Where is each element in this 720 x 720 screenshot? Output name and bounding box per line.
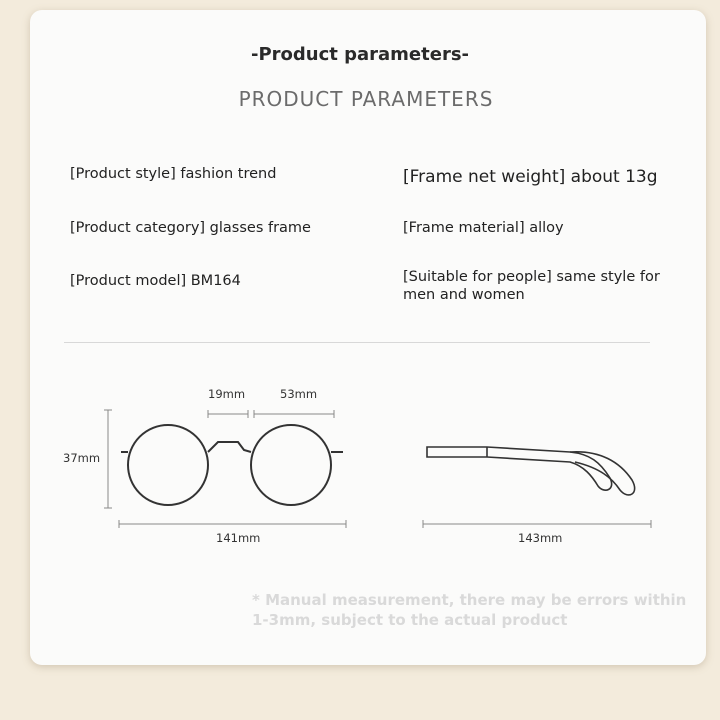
- bridge-width-label: 19mm: [208, 387, 246, 401]
- right-lens: [251, 425, 331, 505]
- dimension-lines: [104, 410, 651, 528]
- bridge: [208, 442, 251, 452]
- param-material: [Frame material] alloy: [403, 220, 564, 236]
- frame-width-label: 141mm: [216, 531, 261, 545]
- front-view-glasses: [121, 425, 343, 505]
- lens-height-label: 37mm: [63, 451, 101, 465]
- param-style: [Product style] fashion trend: [70, 166, 277, 182]
- section-title: -Product parameters-: [250, 44, 470, 65]
- measurement-note: * Manual measurement, there may be errors within 1-3mm, subject to the actual product: [252, 591, 687, 629]
- param-suitable: [Suitable for people] same style for men and women: [403, 269, 660, 303]
- lens-width-label: 53mm: [280, 387, 318, 401]
- left-lens: [128, 425, 208, 505]
- param-weight: [Frame net weight] about 13g: [403, 167, 658, 187]
- param-model: [Product model] BM164: [70, 273, 241, 289]
- side-view-temple: [427, 447, 635, 495]
- section-subtitle: PRODUCT PARAMETERS: [238, 87, 494, 111]
- temple-length-label: 143mm: [518, 531, 563, 545]
- param-category: [Product category] glasses frame: [70, 220, 311, 236]
